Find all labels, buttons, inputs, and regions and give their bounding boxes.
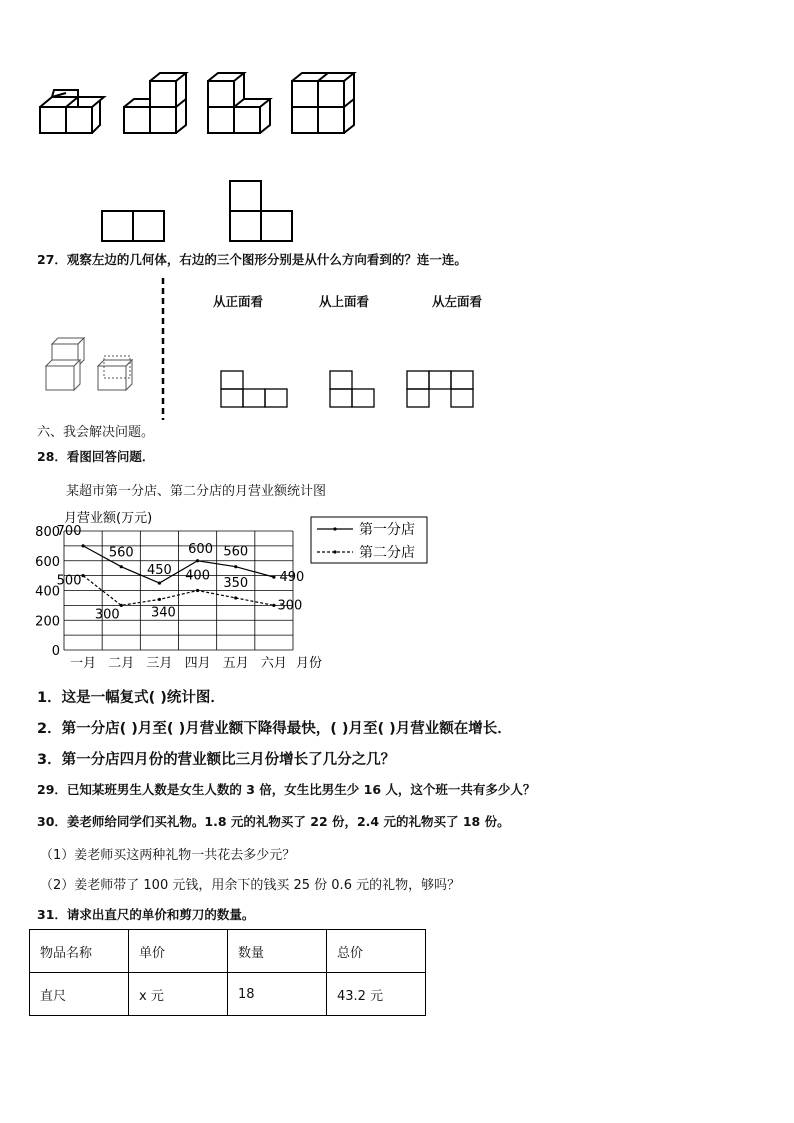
data-point	[81, 574, 84, 577]
question-30-part-2: （2）姜老师带了 100 元钱，用余下的钱买 25 份 0.6 元的礼物，够吗？	[40, 878, 461, 893]
table-cell: 18	[228, 973, 327, 1016]
view-label-left: 从左面看	[432, 294, 483, 309]
table-cell: x 元	[129, 973, 228, 1016]
data-label: 400	[185, 568, 210, 584]
data-point	[120, 604, 123, 607]
legend-label: 第一分店	[359, 522, 415, 538]
view-label-top: 从上面看	[319, 294, 370, 309]
table-header-row	[30, 930, 426, 973]
q28-item-3: 3．第一分店四月份的营业额比三月份增长了几分之几？	[37, 752, 396, 768]
line-chart	[28, 505, 415, 675]
data-label: 300	[277, 598, 303, 614]
view-label-front: 从正面看	[213, 294, 264, 309]
data-label: 700	[56, 523, 82, 539]
question-30-part-1: （1）姜老师买这两种礼物一共花去多少元？	[40, 848, 296, 863]
table-header-cell: 物品名称	[30, 930, 129, 973]
legend-marker	[333, 527, 336, 530]
q28-item-2: 2．第一分店( )月至( )月营业额下降得最快，( )月至( )月营业额在增长．	[37, 721, 512, 737]
table-cell: 43.2 元	[327, 973, 426, 1016]
data-label: 560	[108, 545, 134, 561]
chart-title: 某超市第一分店、第二分店的月营业额统计图	[66, 484, 327, 499]
x-tick-label: 一月	[70, 656, 97, 671]
data-point	[196, 559, 199, 562]
x-tick-label: 五月	[222, 656, 249, 671]
table-row	[30, 973, 426, 1016]
legend-label: 第二分店	[359, 545, 415, 561]
data-label: 300	[94, 607, 120, 623]
section-heading: 六、我会解决问题。	[37, 425, 155, 440]
goods-table	[29, 929, 426, 1016]
data-point	[272, 604, 275, 607]
question-28: 28．看图回答问题．	[37, 449, 155, 464]
data-point	[234, 596, 237, 599]
y-axis-label: 月营业额(万元)	[64, 511, 153, 526]
y-tick-label: 600	[35, 554, 60, 570]
table-header-cell: 单价	[129, 930, 228, 973]
question-29: 29．已知某班男生人数是女生人数的 3 倍，女生比男生少 16 人，这个班一共有多少人？	[37, 782, 536, 797]
x-axis-label: 月份	[296, 656, 323, 671]
y-tick-label: 0	[51, 644, 60, 659]
legend-marker	[333, 550, 336, 553]
divider-dashed	[160, 278, 166, 420]
x-tick-label: 六月	[260, 656, 287, 671]
x-tick-label: 三月	[146, 656, 173, 671]
y-tick-label: 200	[35, 614, 60, 630]
data-point	[234, 565, 237, 568]
view-shapes-q27	[215, 365, 480, 413]
data-label: 350	[223, 575, 249, 591]
view-shapes-top	[98, 178, 298, 244]
table-header-cell: 数量	[228, 930, 327, 973]
data-label: 340	[151, 605, 176, 621]
question-27: 27．观察左边的几何体，右边的三个图形分别是从什么方向看到的？连一连。	[37, 252, 467, 267]
y-tick-label: 400	[35, 584, 60, 600]
table-cell: 直尺	[30, 973, 129, 1016]
data-label: 490	[279, 570, 305, 586]
question-31: 31．请求出直尺的单价和剪刀的数量。	[37, 907, 255, 922]
data-point	[196, 589, 199, 592]
data-point	[272, 576, 275, 579]
table-header-cell: 总价	[327, 930, 426, 973]
x-tick-label: 二月	[108, 656, 135, 671]
data-point	[81, 544, 84, 547]
question-30: 30．姜老师给同学们买礼物。1.8 元的礼物买了 22 份，2.4 元的礼物买了 18 份。	[37, 814, 510, 829]
data-label: 600	[188, 541, 213, 557]
data-label: 500	[56, 573, 82, 589]
data-point	[158, 598, 161, 601]
data-label: 450	[147, 563, 172, 579]
solid-figure-q27	[38, 330, 148, 395]
data-point	[120, 565, 123, 568]
q28-item-1: 1．这是一幅复式( )统计图．	[37, 690, 225, 706]
data-label: 560	[223, 544, 249, 560]
data-point	[158, 581, 161, 584]
y-tick-label: 800	[35, 525, 60, 540]
x-tick-label: 四月	[184, 656, 211, 671]
cube-figures-top	[30, 70, 370, 145]
